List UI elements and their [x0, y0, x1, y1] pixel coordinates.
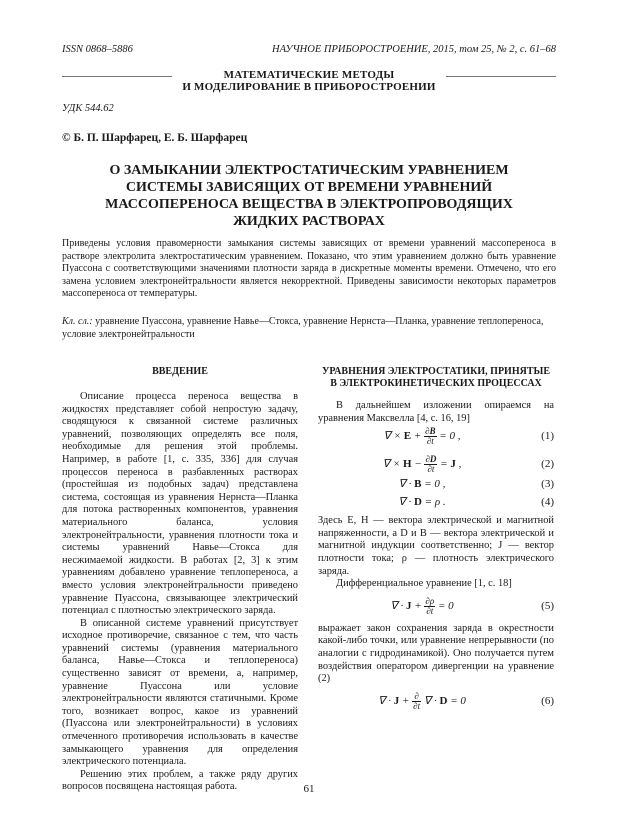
equation-2-number: (2): [541, 457, 554, 470]
page-number: 61: [303, 783, 315, 795]
equation-6-number: (6): [541, 695, 554, 708]
title-line1: О ЗАМЫКАНИИ ЭЛЕКТРОСТАТИЧЕСКИМ УРАВНЕНИЕМ: [109, 163, 509, 178]
keywords: [62, 316, 556, 341]
maxwell-intro: В дальнейшем изложении опираемся на уравнения Максвелла [4, с. 16, 19]: [318, 400, 554, 424]
symbols-description: Здесь E, H — вектора электрической и магнитной напряженности, а D и B — вектора электрической и магнитной индукции соответственно; J — вектор плотности тока; ρ — плотность электрического заряда.: [318, 515, 554, 577]
keywords-label: Кл. сл.:: [62, 316, 93, 327]
intro-paragraph-3: Решению этих проблем, а также ряду других вопросов посвящена настоящая работа.: [62, 768, 298, 793]
equation-1-number: (1): [541, 429, 554, 442]
equation-2: ∇ × H − $\frac{\partial D}{\partial t}$ = J , (2): [382, 453, 554, 474]
continuity-intro: Дифференциальное уравнение [1, с. 18]: [336, 578, 512, 590]
udk: УДК 544.62: [62, 103, 114, 114]
continuity-description: выражает закон сохранения заряда в окрестности какой-либо точки, или уравнение непрерывности (по аналогии с гидродинамикой). Оно получается путем воздействия оператором дивергенции на уравнение (2): [318, 622, 554, 685]
equation-4-number: (4): [541, 495, 554, 508]
abstract: Приведены условия правомерности замыкания системы зависящих от времени уравнений массопереноса в растворе электролита электростатическим уравнением. Показано, что этим уравнением должно быть уравнение Пуассона с соответствующими значениями плотности заряда в дискретные моменты времени. Отмечено, что его замена условием электронейтральности является некорректной. Приведены зависимости некоторых параметров массопереноса от температуры.: [62, 238, 556, 299]
equation-1: ∇ × E + $\frac{\partial B}{\partial t}$ = 0 , (1): [383, 425, 554, 446]
equation-3: ∇ · B = 0 , (3): [398, 477, 554, 490]
title-line3: МАССОПЕРЕНОСА ВЕЩЕСТВА В ЭЛЕКТРОПРОВОДЯЩИХ: [105, 197, 513, 212]
journal-reference: НАУЧНОЕ ПРИБОРОСТРОЕНИЕ, 2015, том 25, № 2, с. 61–68: [272, 44, 556, 55]
left-column: [62, 366, 298, 794]
electrostatics-heading-line1: УРАВНЕНИЯ ЭЛЕКТРОСТАТИКИ, ПРИНЯТЫЕ: [322, 366, 550, 377]
title-line4: ЖИДКИХ РАСТВОРАХ: [233, 214, 385, 229]
section-title-line1: МАТЕМАТИЧЕСКИЕ МЕТОДЫ: [223, 69, 395, 81]
equation-4: ∇ · D = ρ . (4): [398, 495, 554, 508]
electrostatics-heading: [318, 366, 554, 390]
issn: ISSN 0868–5886: [62, 44, 133, 55]
authors: © Б. П. Шарфарец, Е. Б. Шарфарец: [62, 132, 248, 144]
section-title: [0, 69, 618, 93]
equation-5: ∇ · J + $\frac{\partial\rho}{\partial t}$ = 0 (5): [390, 596, 554, 617]
electrostatics-heading-line2: В ЭЛЕКТРОКИНЕТИЧЕСКИХ ПРОЦЕССАХ: [330, 378, 542, 389]
equation-3-number: (3): [541, 477, 554, 490]
title-line2: СИСТЕМЫ ЗАВИСЯЩИХ ОТ ВРЕМЕНИ УРАВНЕНИЙ: [125, 180, 493, 195]
section-title-line2: И МОДЕЛИРОВАНИЕ В ПРИБОРОСТРОЕНИИ: [182, 81, 436, 93]
intro-paragraph-2: В описанной системе уравнений присутствует исходное противоречие, связанное с тем, что часть уравнений системы (уравнения материального баланса, Навье—Стокса и теплопереноса) существенно зависят от времени, а, например, уравнение Пуассона или условие электронейтральности являются статичными. Кроме того, возникает вопрос, какое из уравнений (Пуассона или электронейтральности) в условиях отмеченного противоречия использовать в качестве замыкающего уравнения для определения электрического потенциала.: [62, 617, 298, 768]
introduction-heading: ВВЕДЕНИЕ: [152, 366, 208, 377]
equation-5-number: (5): [541, 600, 554, 613]
article-title: [40, 162, 578, 230]
right-column: [318, 366, 554, 713]
equation-6: ∇ · J + $\frac{\partial}{\partial t}$ ∇ · D = 0 (6): [378, 691, 554, 712]
keywords-text: уравнение Пуассона, уравнение Навье—Стокса, уравнение Нернста—Планка, уравнение теплопереноса, условие электронейтральности: [62, 316, 544, 340]
intro-paragraph-1: Описание процесса переноса вещества в жидкостях представляет собой непростую задачу, сводящуюся к связанной системе различных уравнений, позволяющих определять все поля, необходимые для решения этой проблемы. Например, в работе [1, с. 335, 336] для случая процессов переноса в разбавленных растворах (простейшая из подобных задач) представлена система, состоящая из уравнения Нернста—Планка для потока растворенных компонентов, уравнения материального баланса, условия электронейтральности, уравнения плотности тока и системы уравнений Навье—Стокса для несжимаемой жидкости. В работах [2, 3] к этим уравнениям добавлено уравнение теплопереноса, а вместо условия электронейтральности приведено уравнение Пуассона, связывающее электрический потенциал с плотностью электрического заряда.: [62, 391, 298, 617]
